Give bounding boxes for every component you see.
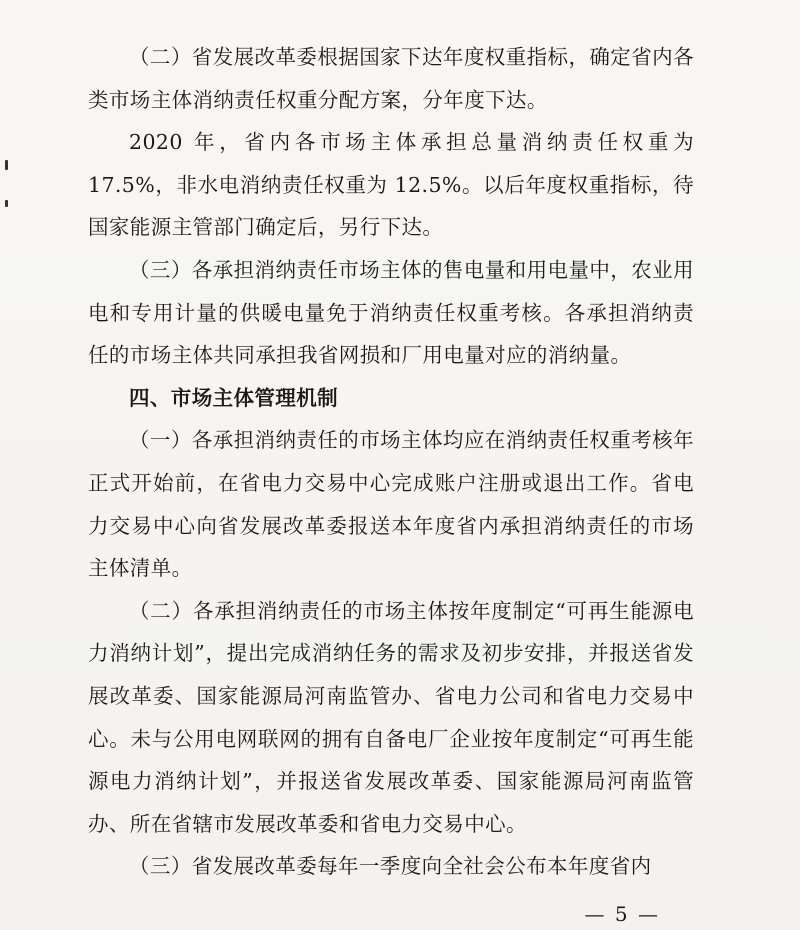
- paragraph-exemptions: （三）各承担消纳责任市场主体的售电量和用电量中，农业用电和专用计量的供暖电量免于消纳责任权重考核。各承担消纳责任的市场主体共同承担我省网损和厂用电量对应的消纳量。: [88, 257, 694, 368]
- paragraph-registration: （一）各承担消纳责任的市场主体均应在消纳责任权重考核年正式开始前，在省电力交易中心完成账户注册或退出工作。省电力交易中心向省发展改革委报送本年度省内承担消纳责任的市场主体清单。: [88, 428, 694, 581]
- paragraph-consumption-plan: （二）各承担消纳责任的市场主体按年度制定“可再生能源电力消纳计划”，提出完成消纳任务的需求及初步安排，并报送省发展改革委、国家能源局河南监管办、省电力公司和省电力交易中心。未与公用电网联网的拥有自备电厂企业按年度制定“可再生能源电力消纳计划”，并报送省发展改革委、国家能源局河南监管办、所在省辖市发展改革委和省电力交易中心。: [88, 598, 694, 836]
- margin-mark: [5, 160, 8, 170]
- paragraph-weight-allocation: （二）省发展改革委根据国家下达年度权重指标，确定省内各类市场主体消纳责任权重分配方案，分年度下达。: [88, 45, 694, 112]
- paragraph-2020-weights: 2020 年，省内各市场主体承担总量消纳责任权重为 17.5%，非水电消纳责任权重为 12.5%。以后年度权重指标，待国家能源主管部门确定后，另行下达。: [88, 130, 694, 240]
- document-body: [88, 36, 694, 888]
- margin-mark: [5, 200, 8, 207]
- section-heading-management: 四、市场主体管理机制: [129, 385, 338, 410]
- page-number: — 5 —: [584, 902, 660, 926]
- paragraph-announcement: （三）省发展改革委每年一季度向全社会公布本年度省内: [129, 854, 652, 879]
